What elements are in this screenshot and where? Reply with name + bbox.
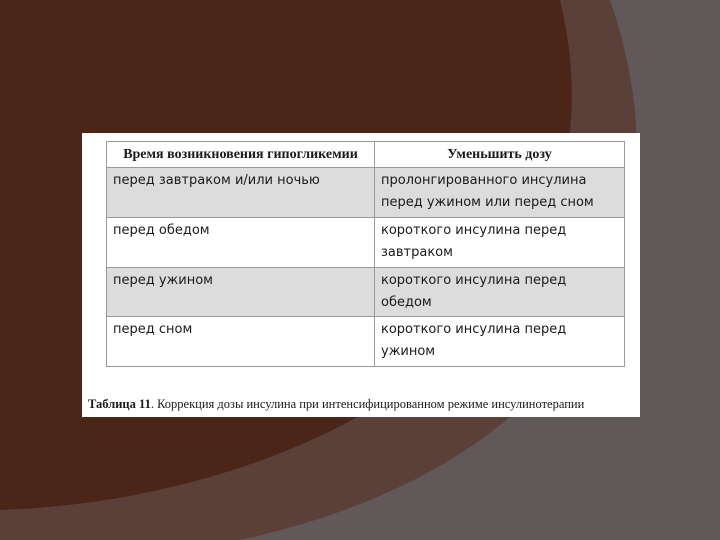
header-reduce-dose: Уменьшить дозу: [375, 142, 625, 168]
caption-label: Таблица 11: [88, 397, 151, 411]
table-row: [107, 267, 625, 317]
caption-text: . Коррекция дозы инсулина при интенсифицированном режиме инсулинотерапии: [150, 397, 585, 411]
table-row: [107, 317, 625, 367]
table-card: [82, 133, 640, 417]
table-caption: [88, 397, 584, 412]
table-row: [107, 218, 625, 268]
cell-dose: короткого инсулина перед завтраком: [375, 218, 625, 268]
table-row: [107, 168, 625, 218]
cell-time: перед ужином: [107, 267, 375, 317]
cell-dose: короткого инсулина перед ужином: [375, 317, 625, 367]
insulin-dose-table: [106, 141, 625, 367]
header-time: Время возникновения гипогликемии: [107, 142, 375, 168]
cell-time: перед обедом: [107, 218, 375, 268]
cell-dose: пролонгированного инсулина перед ужином или перед сном: [375, 168, 625, 218]
cell-time: перед сном: [107, 317, 375, 367]
cell-time: перед завтраком и/или ночью: [107, 168, 375, 218]
table-header-row: [107, 142, 625, 168]
cell-dose: короткого инсулина перед обедом: [375, 267, 625, 317]
